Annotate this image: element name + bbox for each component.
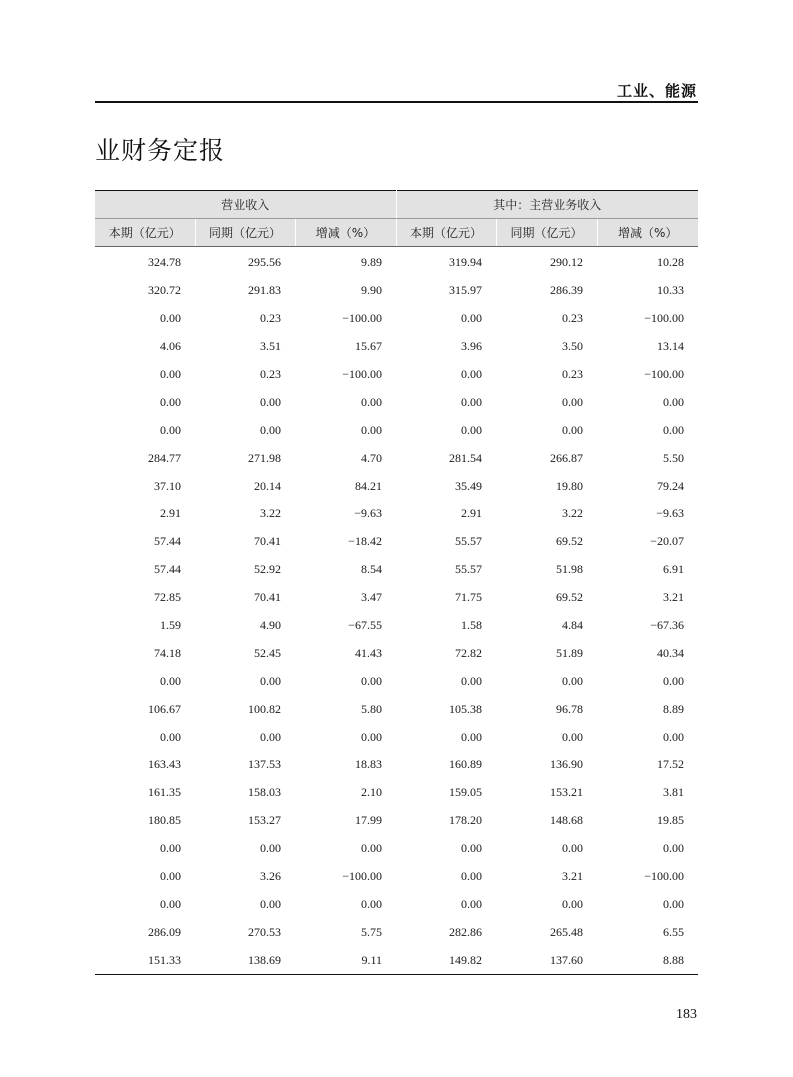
- table-cell: 37.10: [154, 478, 181, 493]
- table-row: [95, 277, 698, 305]
- table-cell: 0.00: [260, 394, 281, 409]
- table-cell: 0.00: [663, 896, 684, 911]
- table-row: [95, 584, 698, 612]
- table-cell: 163.43: [148, 757, 181, 772]
- table-cell: 52.45: [254, 645, 281, 660]
- table-cell: −100.00: [644, 367, 684, 381]
- table-cell: 0.00: [562, 841, 583, 856]
- table-row: [95, 333, 698, 361]
- table-cell: 5.80: [361, 701, 382, 716]
- table-cell: 3.50: [562, 339, 583, 354]
- financial-table-container: [95, 190, 698, 975]
- page-title: 业财务定报: [95, 136, 226, 165]
- table-cell: 0.00: [260, 841, 281, 856]
- table-cell: 0.00: [461, 673, 482, 688]
- table-cell: 148.68: [550, 813, 583, 828]
- table-row: [95, 639, 698, 667]
- table-cell: 266.87: [550, 450, 583, 465]
- table-cell: 17.52: [657, 757, 684, 772]
- table-row: [95, 835, 698, 863]
- table-row: [95, 361, 698, 389]
- table-cell: 0.00: [160, 422, 181, 437]
- table-cell: 153.21: [550, 785, 583, 800]
- table-cell: 295.56: [248, 255, 281, 270]
- table-cell: 1.58: [461, 618, 482, 633]
- table-cell: 0.00: [361, 729, 382, 744]
- table-cell: 6.55: [663, 924, 684, 939]
- table-cell: −100.00: [342, 367, 382, 381]
- table-cell: 15.67: [355, 339, 382, 354]
- table-cell: 40.34: [657, 645, 684, 660]
- table-row: [95, 528, 698, 556]
- table-cell: 0.00: [562, 673, 583, 688]
- table-cell: −67.55: [348, 618, 382, 633]
- table-cell: 153.27: [248, 813, 281, 828]
- financial-table: [95, 190, 698, 975]
- table-cell: 265.48: [550, 924, 583, 939]
- table-cell: 137.60: [496, 946, 597, 974]
- table-cell: 0.00: [160, 394, 181, 409]
- table-cell: 96.78: [556, 701, 583, 716]
- table-cell: 0.00: [160, 367, 181, 381]
- table-cell: 160.89: [449, 757, 482, 772]
- table-cell: 0.00: [461, 896, 482, 911]
- table-cell: 0.00: [160, 729, 181, 744]
- group-header-operating-revenue: 营业收入: [95, 191, 396, 219]
- table-cell: 0.00: [160, 311, 181, 326]
- table-cell: −100.00: [644, 311, 684, 326]
- table-cell: 0.00: [562, 729, 583, 744]
- header-rule: [95, 101, 698, 103]
- table-cell: 0.00: [562, 422, 583, 437]
- table-cell: 137.53: [248, 757, 281, 772]
- table-cell: 100.82: [248, 701, 281, 716]
- table-cell: 0.00: [160, 896, 181, 911]
- table-cell: 70.41: [254, 590, 281, 605]
- table-cell: 0.23: [260, 367, 281, 381]
- table-cell: 4.06: [160, 339, 181, 354]
- table-cell: 13.14: [657, 339, 684, 354]
- table-cell: 0.23: [562, 311, 583, 326]
- column-header: 增减（%）: [597, 219, 698, 247]
- table-cell: 3.22: [260, 506, 281, 521]
- table-row: [95, 751, 698, 779]
- table-cell: 69.52: [556, 590, 583, 605]
- table-cell: 0.00: [361, 896, 382, 911]
- column-header: 增减（%）: [295, 219, 396, 247]
- column-header: 同期（亿元）: [195, 219, 295, 247]
- table-row: [95, 863, 698, 891]
- table-cell: 161.35: [148, 785, 181, 800]
- table-cell: 51.89: [556, 645, 583, 660]
- table-cell: 3.21: [562, 869, 583, 884]
- table-cell: 0.00: [260, 729, 281, 744]
- table-cell: 0.00: [361, 673, 382, 688]
- table-cell: 4.84: [562, 618, 583, 633]
- table-cell: 19.80: [556, 478, 583, 493]
- table-cell: 74.18: [154, 645, 181, 660]
- table-row: [95, 612, 698, 640]
- table-cell: 55.57: [455, 534, 482, 549]
- table-row: [95, 667, 698, 695]
- table-cell: 0.00: [663, 394, 684, 409]
- table-cell: 4.90: [260, 618, 281, 633]
- table-cell: 1.59: [160, 618, 181, 633]
- table-cell: 0.00: [361, 422, 382, 437]
- table-cell: 320.72: [148, 283, 181, 298]
- table-cell: 10.28: [657, 255, 684, 270]
- table-cell: 4.70: [361, 450, 382, 465]
- table-row: [95, 416, 698, 444]
- table-cell: 0.00: [461, 841, 482, 856]
- table-cell: 270.53: [248, 924, 281, 939]
- table-cell: 158.03: [248, 785, 281, 800]
- table-cell: 10.33: [657, 283, 684, 298]
- table-cell: 2.91: [160, 506, 181, 521]
- table-cell: 178.20: [449, 813, 482, 828]
- table-cell: 3.51: [260, 339, 281, 354]
- table-cell: −9.63: [656, 506, 684, 521]
- table-cell: 55.57: [455, 562, 482, 577]
- table-cell: 151.33: [95, 946, 195, 974]
- table-cell: 3.21: [663, 590, 684, 605]
- table-cell: 35.49: [455, 478, 482, 493]
- table-cell: 136.90: [550, 757, 583, 772]
- table-cell: 3.81: [663, 785, 684, 800]
- table-cell: 271.98: [248, 450, 281, 465]
- table-cell: −100.00: [644, 869, 684, 884]
- table-cell: 0.00: [260, 422, 281, 437]
- table-cell: 3.22: [562, 506, 583, 521]
- table-row: [95, 779, 698, 807]
- table-cell: 69.52: [556, 534, 583, 549]
- table-cell: 5.75: [361, 924, 382, 939]
- table-row: [95, 556, 698, 584]
- table-body: [95, 247, 698, 975]
- table-cell: 282.86: [449, 924, 482, 939]
- table-cell: 6.91: [663, 562, 684, 577]
- table-cell: 0.00: [562, 896, 583, 911]
- table-cell: 291.83: [248, 283, 281, 298]
- table-cell: 51.98: [556, 562, 583, 577]
- table-cell: 52.92: [254, 562, 281, 577]
- table-cell: 3.47: [361, 590, 382, 605]
- table-cell: 3.26: [260, 869, 281, 884]
- table-cell: 0.00: [663, 673, 684, 688]
- table-cell: 0.00: [160, 673, 181, 688]
- table-row: [95, 444, 698, 472]
- table-cell: 324.78: [148, 255, 181, 270]
- table-cell: 9.89: [361, 255, 382, 270]
- table-cell: 17.99: [355, 813, 382, 828]
- table-cell: 57.44: [154, 562, 181, 577]
- table-cell: 9.11: [295, 946, 396, 974]
- table-cell: 71.75: [455, 590, 482, 605]
- table-cell: 149.82: [396, 946, 496, 974]
- table-row: [95, 388, 698, 416]
- column-header: 本期（亿元）: [396, 219, 496, 247]
- table-cell: −18.42: [348, 534, 382, 549]
- table-cell: 3.96: [461, 339, 482, 354]
- table-cell: 0.00: [461, 311, 482, 326]
- table-cell: −20.07: [650, 534, 684, 549]
- table-row: [95, 305, 698, 333]
- table-cell: 72.82: [455, 645, 482, 660]
- table-row: [95, 918, 698, 946]
- table-row: [95, 890, 698, 918]
- table-cell: 18.83: [355, 757, 382, 772]
- table-cell: 70.41: [254, 534, 281, 549]
- table-cell: 5.50: [663, 450, 684, 465]
- table-cell: 0.00: [461, 729, 482, 744]
- table-cell: 79.24: [657, 478, 684, 493]
- table-cell: 0.00: [461, 367, 482, 381]
- table-cell: 0.00: [361, 841, 382, 856]
- table-cell: 0.00: [361, 394, 382, 409]
- table-cell: 84.21: [355, 478, 382, 493]
- table-cell: 57.44: [154, 534, 181, 549]
- table-cell: 19.85: [657, 813, 684, 828]
- table-cell: −100.00: [342, 869, 382, 884]
- table-cell: 8.88: [597, 946, 698, 974]
- table-row: [95, 807, 698, 835]
- table-row: [95, 500, 698, 528]
- table-cell: 0.00: [562, 394, 583, 409]
- table-cell: 20.14: [254, 478, 281, 493]
- table-cell: 8.54: [361, 562, 382, 577]
- group-header-main-business-revenue: 其中：主营业务收入: [396, 191, 698, 219]
- table-cell: −67.36: [650, 618, 684, 633]
- table-cell: 0.23: [562, 367, 583, 381]
- table-cell: 41.43: [355, 645, 382, 660]
- column-header: 本期（亿元）: [95, 219, 195, 247]
- table-cell: 9.90: [361, 283, 382, 298]
- table-cell: 106.67: [148, 701, 181, 716]
- table-cell: 315.97: [449, 283, 482, 298]
- table-cell: 180.85: [148, 813, 181, 828]
- table-cell: 0.23: [260, 311, 281, 326]
- table-cell: 319.94: [449, 255, 482, 270]
- table-cell: 8.89: [663, 701, 684, 716]
- table-row: [95, 695, 698, 723]
- table-cell: 0.00: [663, 422, 684, 437]
- table-cell: 0.00: [461, 394, 482, 409]
- table-cell: 281.54: [449, 450, 482, 465]
- section-label: 工业、能源: [616, 82, 697, 100]
- table-cell: 105.38: [449, 701, 482, 716]
- table-cell: 0.00: [663, 841, 684, 856]
- table-cell: 0.00: [461, 422, 482, 437]
- table-cell: −9.63: [354, 506, 382, 521]
- table-cell: 0.00: [260, 896, 281, 911]
- table-cell: 286.09: [148, 924, 181, 939]
- table-cell: 286.39: [550, 283, 583, 298]
- page-number: 183: [676, 1007, 697, 1022]
- table-cell: 0.00: [160, 841, 181, 856]
- table-cell: 0.00: [160, 869, 181, 884]
- table-cell: 290.12: [550, 255, 583, 270]
- table-cell: 284.77: [148, 450, 181, 465]
- table-row: [95, 946, 698, 974]
- table-cell: 0.00: [663, 729, 684, 744]
- table-cell: 2.91: [461, 506, 482, 521]
- table-cell: 2.10: [361, 785, 382, 800]
- table-row: [95, 723, 698, 751]
- table-cell: 159.05: [449, 785, 482, 800]
- table-row: [95, 472, 698, 500]
- table-cell: 0.00: [260, 673, 281, 688]
- table-cell: −100.00: [342, 311, 382, 326]
- table-row: [95, 247, 698, 277]
- table-cell: 72.85: [154, 590, 181, 605]
- table-cell: 138.69: [195, 946, 295, 974]
- column-header: 同期（亿元）: [496, 219, 597, 247]
- table-cell: 0.00: [461, 869, 482, 884]
